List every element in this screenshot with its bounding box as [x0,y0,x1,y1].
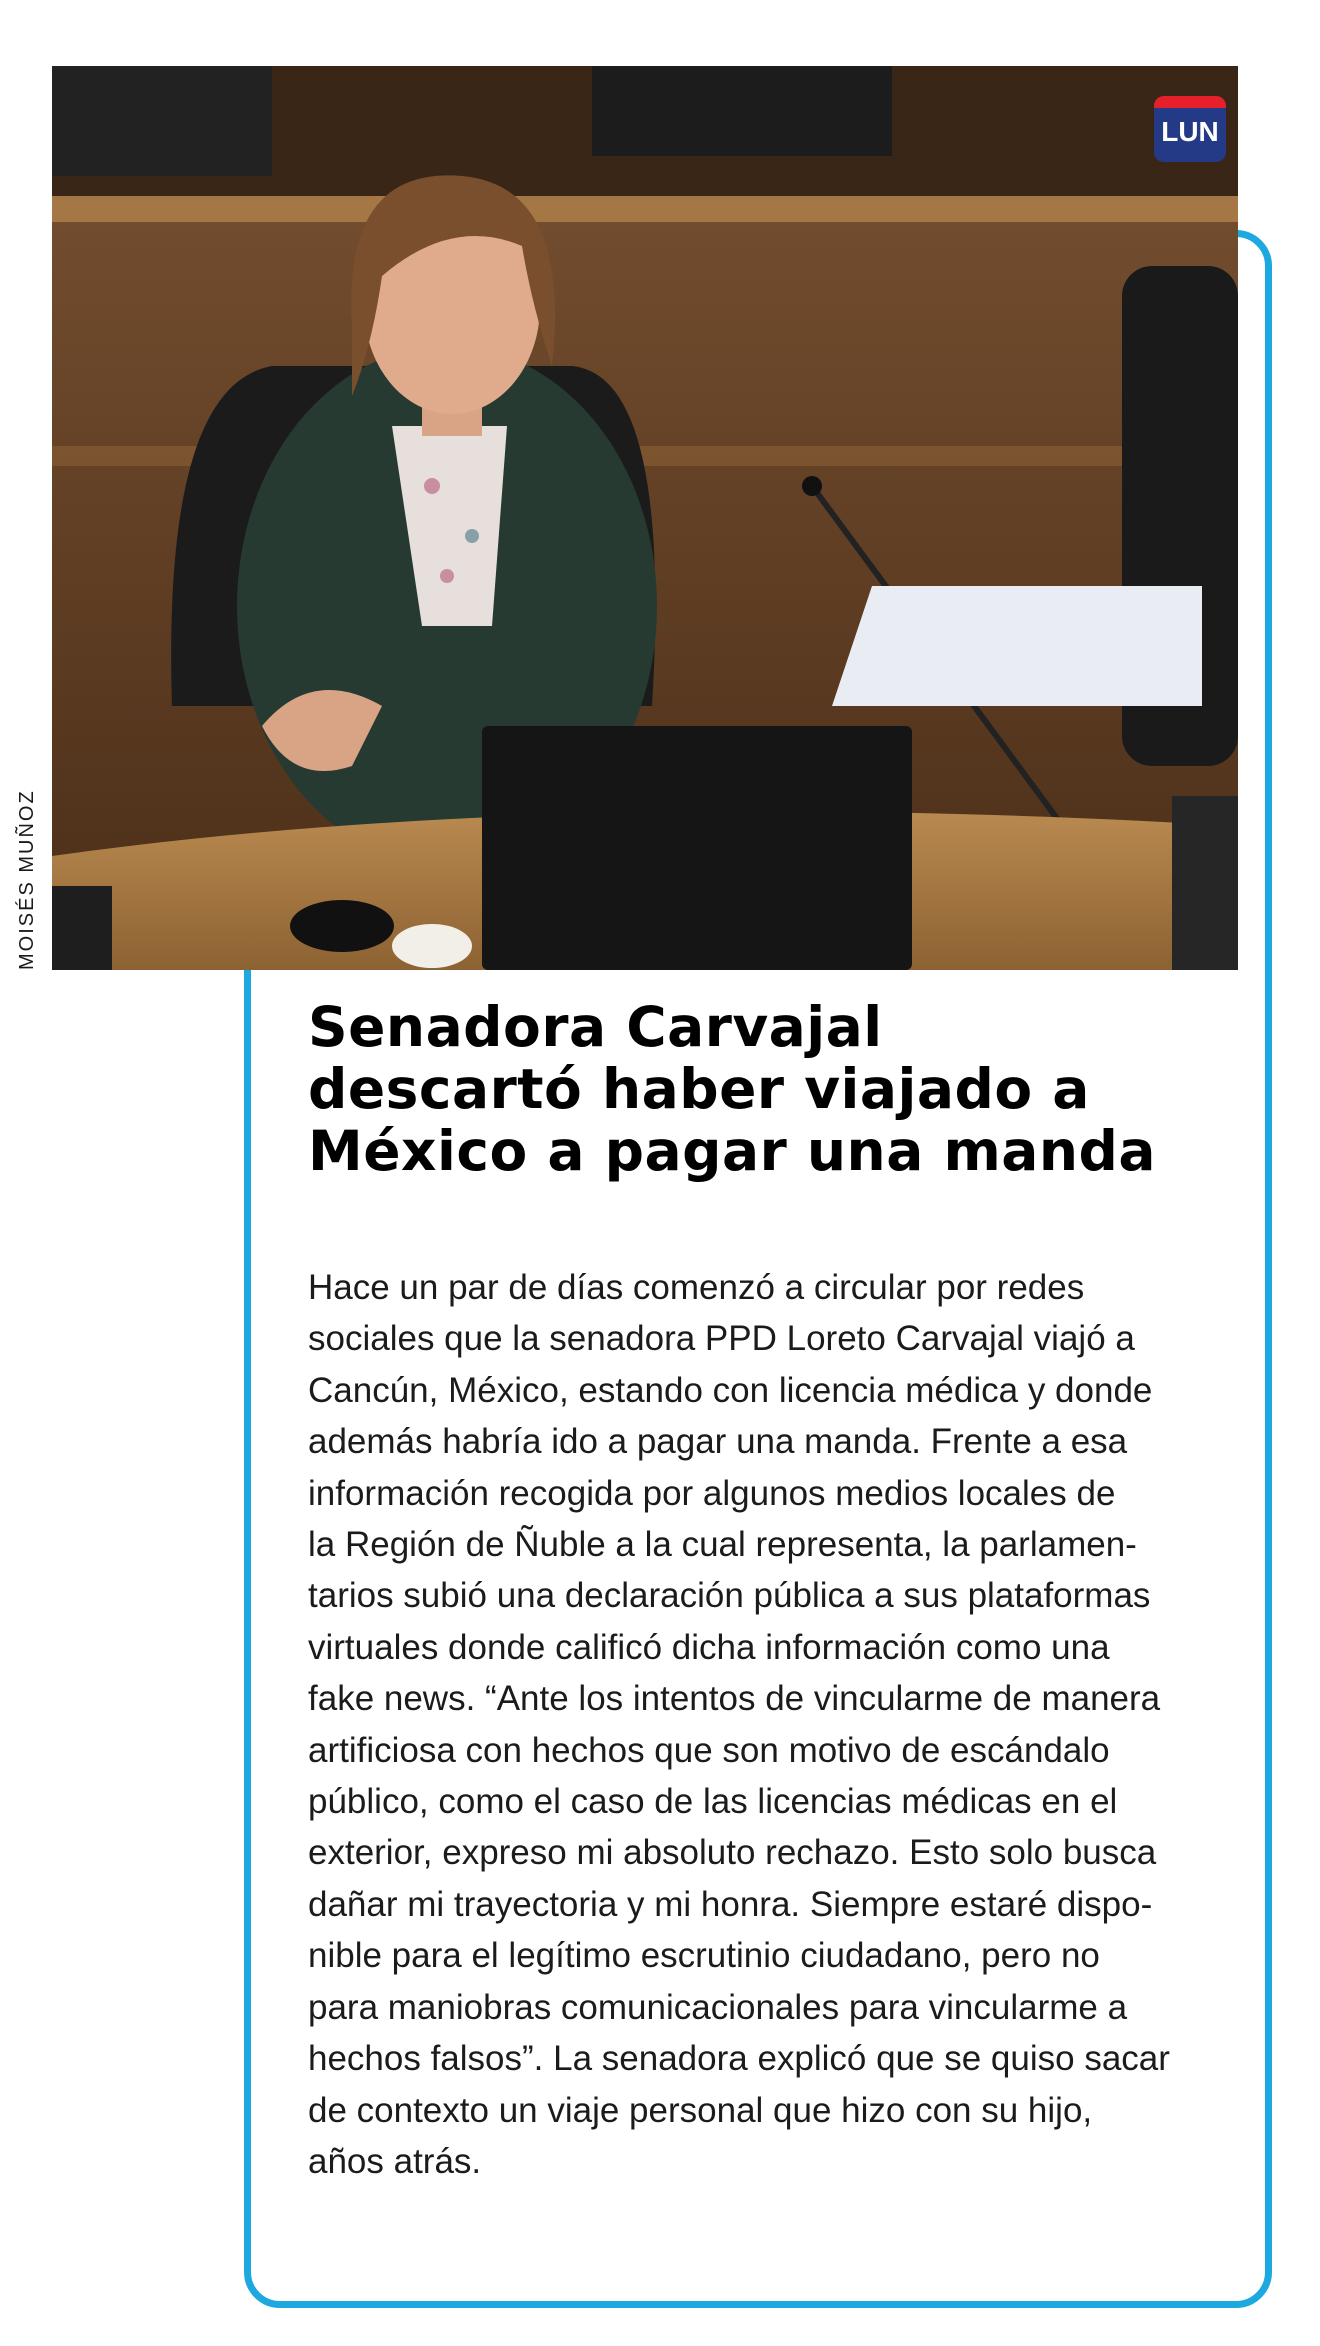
body-line: tarios subió una declaración pública a sus plataformas [308,1576,1151,1616]
body-line: dañar mi trayectoria y mi honra. Siempre estaré dispo- [308,1884,1153,1924]
logo-stripe [1154,96,1226,108]
body-line: la Región de Ñuble a la cual representa, la parlamen- [308,1525,1137,1565]
headline [308,996,1248,1182]
headline-line: descartó haber viajado a [308,1057,1090,1121]
senator-photo-illustration [52,66,1238,970]
body-line: público, como el caso de las licencias médicas en el [308,1782,1118,1822]
body-line: para maniobras comunicacionales para vincularme a [308,1987,1128,2027]
body-line: exterior, expreso mi absoluto rechazo. Esto solo busca [308,1833,1157,1873]
body-line: artificiosa con hechos que son motivo de escándalo [308,1730,1110,1770]
body-line: información recogida por algunos medios locales de [308,1473,1116,1513]
body-line: Hace un par de días comenzó a circular por redes [308,1268,1085,1307]
lun-logo [1154,96,1226,162]
body-line: de contexto un viaje personal que hizo con su hijo, [308,2090,1093,2130]
body-line: hechos falsos”. La senadora explicó que se quiso sacar [308,2039,1170,2079]
body-line: sociales que la senadora PPD Loreto Carvajal viajó a [308,1319,1135,1359]
logo-text: LUN [1161,116,1219,147]
headline-line: Senadora Carvajal [308,995,883,1059]
body-line: años atrás. [308,2141,482,2181]
body-line: nible para el legítimo escrutinio ciudadano, pero no [308,1936,1100,1976]
headline-line: México a pagar una manda [308,1119,1157,1183]
article-photo [52,66,1238,970]
body-line: fake news. “Ante los intentos de vincularme de manera [308,1679,1161,1719]
body-line: además habría ido a pagar una manda. Frente a esa [308,1422,1128,1462]
photo-credit: MOISÉS MUÑOZ [16,789,38,970]
article-body [308,1262,1228,2187]
body-line: Cancún, México, estando con licencia médica y donde [308,1370,1153,1410]
body-line: virtuales donde calificó dicha información como una [308,1627,1110,1667]
